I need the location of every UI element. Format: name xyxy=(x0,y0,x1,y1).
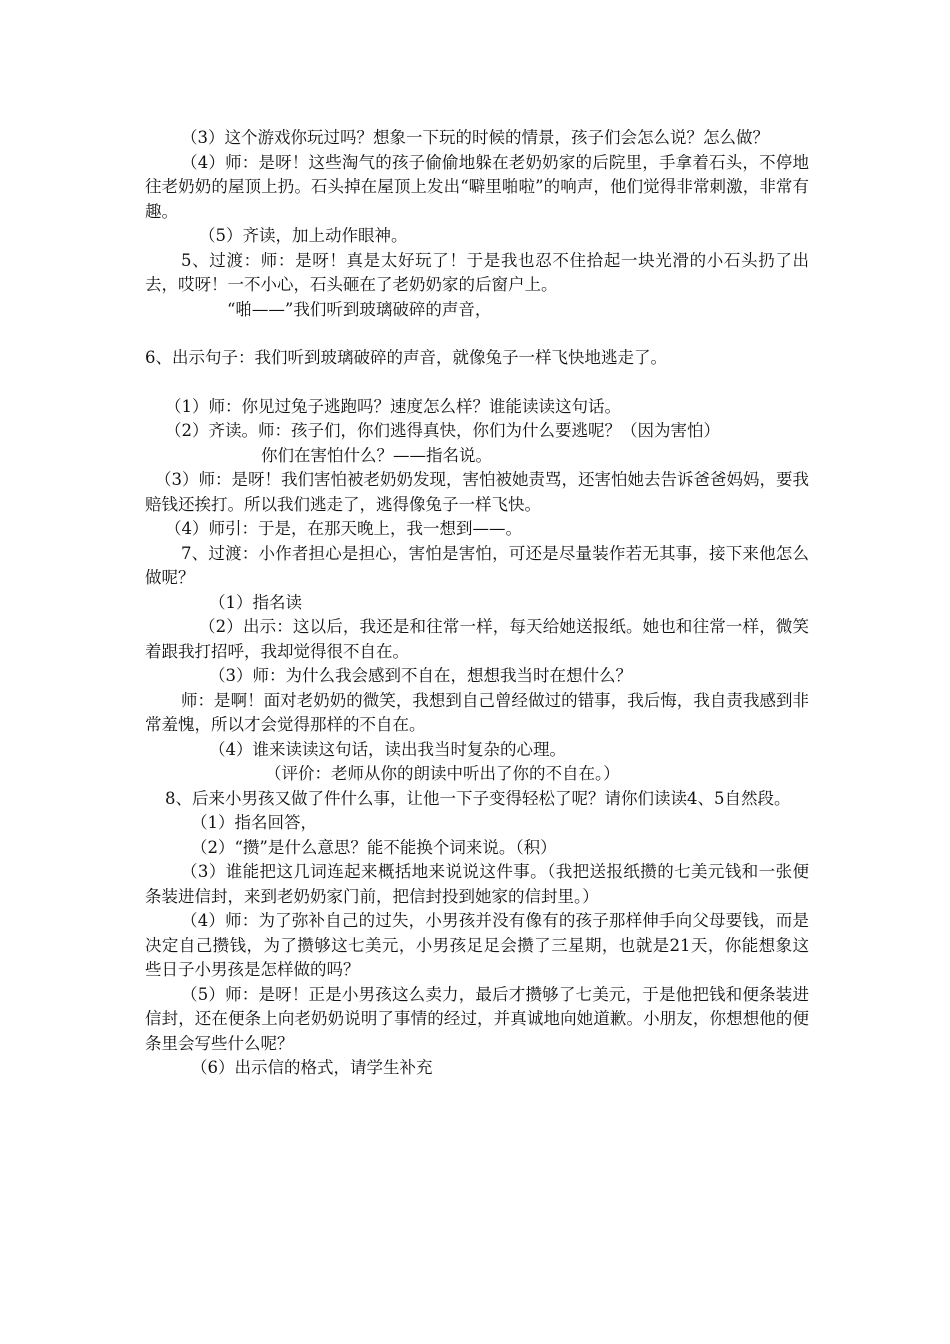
document-body xyxy=(145,126,809,1081)
paragraph: 你们在害怕什么？——指名说。 xyxy=(261,445,492,465)
paragraph: 6、出示句子：我们听到玻璃破碎的声音，就像兔子一样飞快地逃走了。 xyxy=(145,348,667,367)
paragraph: （4）师：为了弥补自己的过失，小男孩并没有像有的孩子那样伸手向父母要钱，而是决定自己攒钱，为了攒够这七美元，小男孩足足会攒了三星期，也就是21天，你能想象这些日子小男孩是怎样做的吗？ xyxy=(145,911,809,979)
paragraph: （2）“攒”是什么意思？能不能换个词来说。（积） xyxy=(191,837,557,857)
paragraph: （1）指名读 xyxy=(209,592,302,612)
paragraph-spacer xyxy=(145,322,809,346)
paragraph: （评价：老师从你的朗读中听出了你的不自在。） xyxy=(265,764,620,783)
paragraph: （4）师引：于是，在那天晚上，我一想到——。 xyxy=(165,519,522,538)
paragraph: 8、后来小男孩又做了件什么事，让他一下子变得轻松了呢？请你们读读4、5自然段。 xyxy=(165,788,791,808)
paragraph: “啪——”我们听到玻璃破碎的声音， xyxy=(227,299,492,319)
paragraph: （1）指名回答， xyxy=(191,813,317,832)
paragraph: （3）师：是呀！我们害怕被老奶奶发现，害怕被她责骂，还害怕她去告诉爸爸妈妈，要我赔钱还挨打。所以我们逃走了，逃得像兔子一样飞快。 xyxy=(145,470,809,514)
paragraph: （2）齐读。师：孩子们，你们逃得真快，你们为什么要逃呢？（因为害怕） xyxy=(165,421,720,440)
paragraph: （4）师：是呀！这些淘气的孩子偷偷地躲在老奶奶家的后院里，手拿着石头，不停地往老奶奶的屋顶上扔。石头掉在屋顶上发出“噼里啪啦”的响声，他们觉得非常刺激，非常有趣。 xyxy=(145,152,809,221)
paragraph: （1）师：你见过兔子逃跑吗？速度怎么样？谁能读读这句话。 xyxy=(165,396,621,416)
paragraph: （4）谁来读读这句话，读出我当时复杂的心理。 xyxy=(209,739,566,759)
paragraph: （2）出示：这以后，我还是和往常一样，每天给她送报纸。她也和往常一样，微笑着跟我打招呼，我却觉得很不自在。 xyxy=(145,617,809,661)
paragraph: 7、过渡：小作者担心是担心，害怕是害怕，可还是尽量装作若无其事，接下来他怎么做呢？ xyxy=(145,543,809,587)
paragraph: （6）出示信的格式，请学生补充 xyxy=(191,1058,433,1077)
paragraph: 5、过渡：师：是呀！真是太好玩了！于是我也忍不住拾起一块光滑的小石头扔了出去，哎呀！一不小心，石头砸在了老奶奶家的后窗户上。 xyxy=(145,250,809,294)
paragraph: （3）这个游戏你玩过吗？想象一下玩的时候的情景，孩子们会怎么说？怎么做？ xyxy=(181,128,769,147)
paragraph: 师：是啊！面对老奶奶的微笑，我想到自己曾经做过的错事，我后悔，我自责我感到非常羞愧，所以才会觉得那样的不自在。 xyxy=(145,690,809,734)
paragraph: （5）齐读，加上动作眼神。 xyxy=(199,226,408,245)
paragraph: （5）师：是呀！正是小男孩这么卖力，最后才攒够了七美元，于是他把钱和便条装进信封，还在便条上向老奶奶说明了事情的经过，并真诚地向她道歉。小朋友，你想想他的便条里会写些什么呢？ xyxy=(145,984,809,1053)
paragraph-spacer xyxy=(145,371,809,395)
paragraph: （3）师：为什么我会感到不自在，想想我当时在想什么？ xyxy=(209,666,632,685)
paragraph: （3）谁能把这几词连起来概括地来说说这件事。（我把送报纸攒的七美元钱和一张便条装进信封，来到老奶奶家门前，把信封投到她家的信封里。） xyxy=(145,862,809,906)
